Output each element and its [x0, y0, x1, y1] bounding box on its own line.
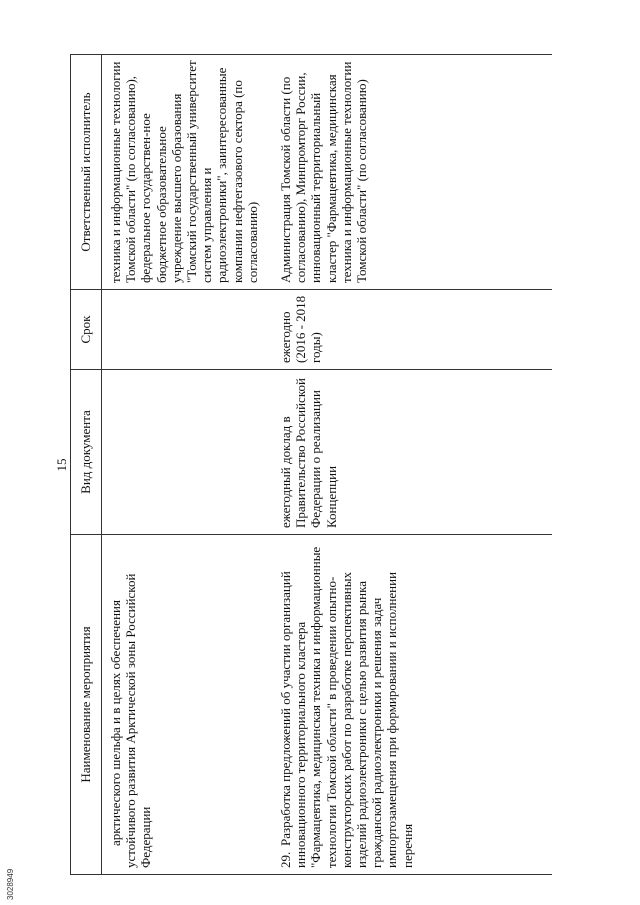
document-type-cell	[102, 370, 273, 535]
column-header-name: Наименование мероприятия	[71, 535, 102, 875]
column-header-executor: Ответственный исполнитель	[71, 55, 102, 290]
column-header-doc: Вид документа	[71, 370, 102, 535]
measure-name: Разработка предложений об участии организаций инновационного территориального кластера "Фармацевтика, медицинская техника и информационные технологии Томской области" в проведении опытно-конструкторских работ по разработке перспективных изделий радиоэлектроники с целью развития рынка гражданской радиоэлектроники и решения задач импортозамещения при формировании и исполнении перечня	[278, 546, 415, 868]
measures-table	[70, 54, 552, 875]
table-header-row	[71, 55, 102, 875]
document-code: 3028949	[6, 868, 15, 900]
document-type-cell: ежегодный доклад в Правительство Российской Федерации о реализации Концепции	[272, 370, 552, 535]
measure-name-cell	[102, 535, 273, 875]
executor-cell: Администрация Томской области (по согласованию), Минпромторг России, инновационный территориальный кластер "Фармацевтика, медицинская техника и информационные технологии Томской области" (по согласованию)	[272, 55, 552, 290]
executor-cell: техника и информационные технологии Томской области" (по согласованию), федеральное государствен-ное бюджетное образовательное учреждение высшего образования "Томский государственный университет систем управления и радиоэлектроники", заинтересованные компании нефтегазового сектора (по согласованию)	[102, 55, 273, 290]
measure-name: арктического шельфа и в целях обеспечения устойчивого развития Арктической зоны Российской Федерации	[108, 573, 154, 868]
row-number: 29.	[278, 851, 293, 868]
table-row	[102, 55, 273, 875]
table-row	[272, 55, 552, 875]
term-cell	[102, 290, 273, 370]
term-cell: ежегодно (2016 - 2018 годы)	[272, 290, 552, 370]
page-number: 15	[54, 458, 69, 472]
column-header-term: Срок	[71, 290, 102, 370]
measure-name-cell	[272, 535, 552, 875]
rotated-document-page	[50, 55, 570, 875]
